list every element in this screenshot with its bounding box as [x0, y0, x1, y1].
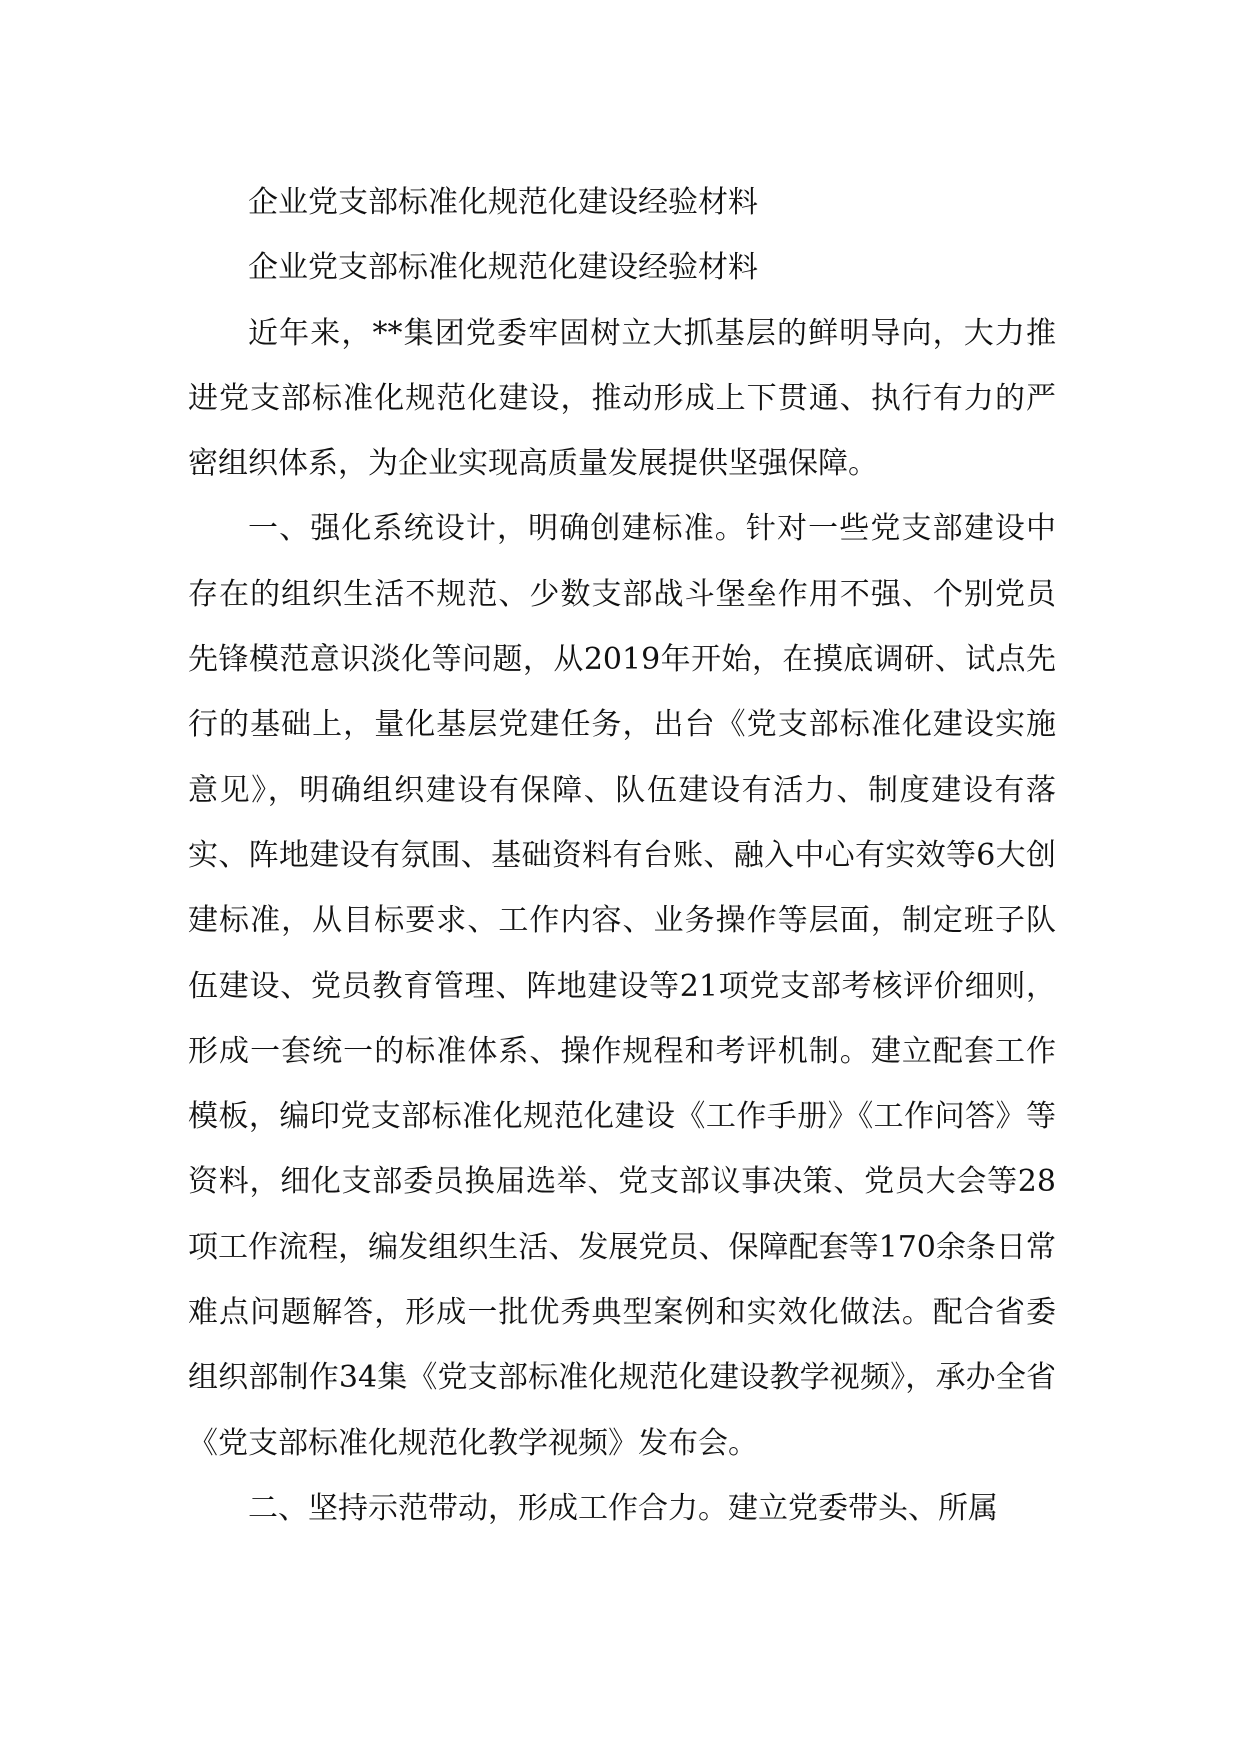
section-1-paragraph: 一、强化系统设计，明确创建标准。针对一些党支部建设中存在的组织生活不规范、少数支部战斗堡垒作用不强、个别党员先锋模范意识淡化等问题，从2019年开始，在摸底调研、试点先行的基础上，量化基层党建任务，出台《党支部标准化建设实施意见》，明确组织建设有保障、队伍建设有活力、制度建设有落实、阵地建设有氛围、基础资料有台账、融入中心有实效等6大创建标准，从目标要求、工作内容、业务操作等层面，制定班子队伍建设、党员教育管理、阵地建设等21项党支部考核评价细则，形成一套统一的标准体系、操作规程和考评机制。建立配套工作模板，编印党支部标准化规范化建设《工作手册》《工作问答》等资料，细化支部委员换届选举、党支部议事决策、党员大会等28项工作流程，编发组织生活、发展党员、保障配套等170余条日常难点问题解答，形成一批优秀典型案例和实效化做法。配合省委组织部制作34集《党支部标准化规范化建设教学视频》，承办全省《党支部标准化规范化教学视频》发布会。: [188, 511, 1056, 1461]
intro-paragraph: 近年来，**集团党委牢固树立大抓基层的鲜明导向，大力推进党支部标准化规范化建设，推动形成上下贯通、执行有力的严密组织体系，为企业实现高质量发展提供坚强保障。: [188, 315, 1056, 482]
document-title-repeat: 企业党支部标准化规范化建设经验材料: [248, 250, 758, 286]
document-title: 企业党支部标准化规范化建设经验材料: [248, 185, 758, 220]
document-body: [188, 170, 1056, 1541]
section-2-paragraph: 二、坚持示范带动，形成工作合力。建立党委带头、所属: [248, 1490, 998, 1526]
